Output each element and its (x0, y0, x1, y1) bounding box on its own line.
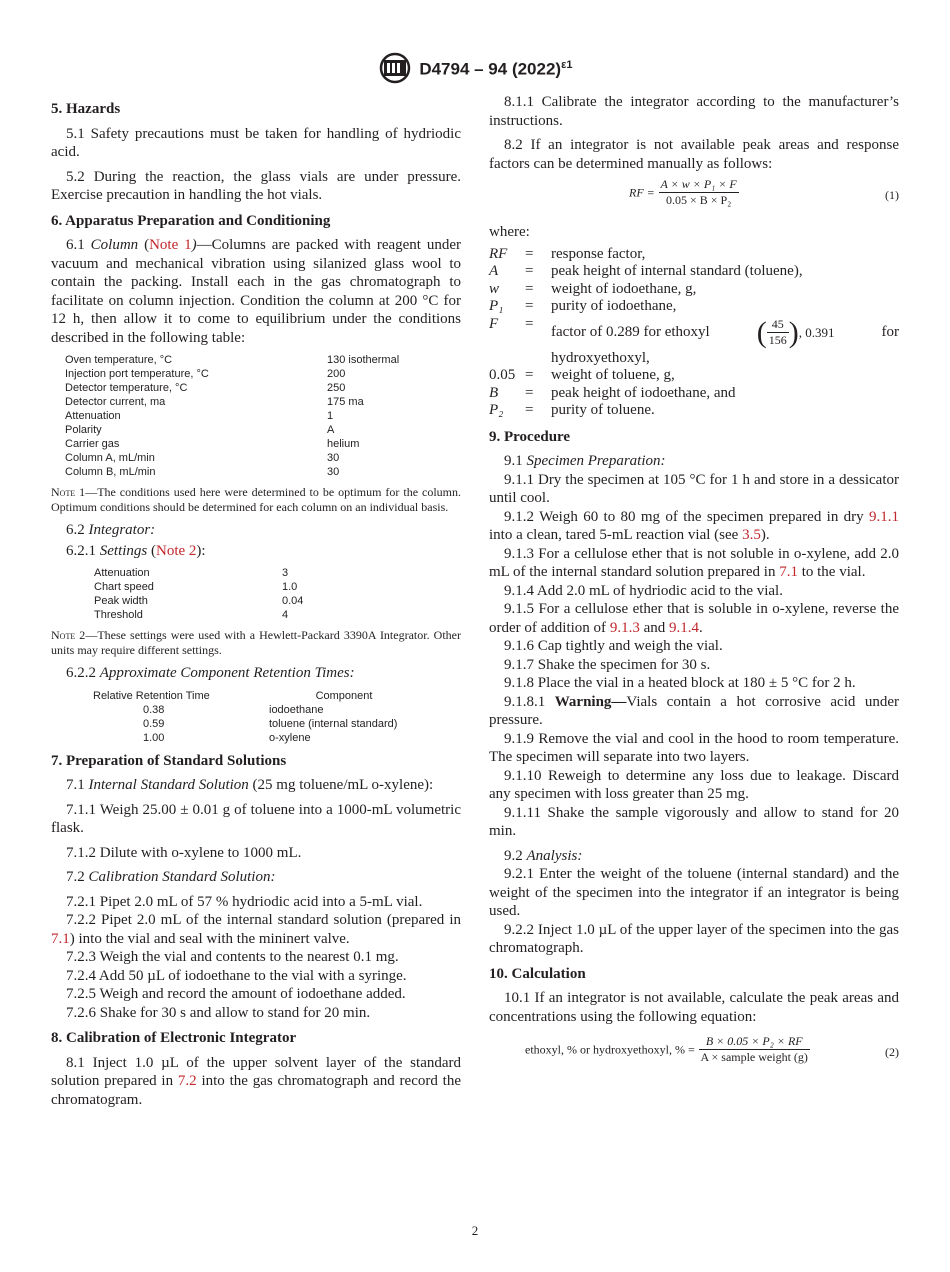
conditions-row: Oven temperature, °C 130 isothermal (65, 354, 400, 366)
ref-3-5-link[interactable]: 3.5 (742, 527, 761, 543)
para-5-2: 5.2 During the reaction, the glass vials are under pressure. Exercise precaution in handling the hot vials. (51, 168, 461, 203)
settings-row: Peak width 0.04 (94, 595, 304, 607)
para-7-2-1: 7.2.1 Pipet 2.0 mL of 57 % hydriodic acid into a 5-mL vial. (66, 893, 423, 910)
para-7-2-3: 7.2.3 Weigh the vial and contents to the nearest 0.1 mg. (66, 949, 399, 965)
conditions-row: Detector temperature, °C 250 (65, 382, 346, 394)
para-7-2: 7.2 Calibration Standard Solution: (66, 869, 276, 885)
para-6-2-2: 6.2.2 Approximate Component Retention Times: (66, 665, 355, 681)
para-10-1: 10.1 If an integrator is not available, calculate the peak areas and concentrations using the following equation: (489, 990, 899, 1025)
ref-9-1-3-link[interactable]: 9.1.3 (609, 619, 640, 636)
ref-7-2-link[interactable]: 7.2 (177, 1073, 197, 1089)
left-column (51, 93, 461, 1115)
para-9-1-7: 9.1.7 Shake the specimen for 30 s. (504, 656, 711, 673)
definition-f: F = factor of 0.289 for ethoxyl ( $\frac{45}{156}$ ) , 0.391 for hydroxyethoxyl, (489, 315, 899, 366)
definition-row: B = peak height of iodoethane, and (489, 384, 736, 401)
conditions-row: Polarity A (65, 424, 335, 436)
retention-row: 1.00 o-xylene (143, 731, 311, 744)
eq2-fraction (699, 1034, 810, 1065)
para-8-1: 8.1 Inject 1.0 µL of the upper solvent layer of the standard solution prepared in 7.2 into the gas chromatograph and record the chromatogram. (51, 1054, 461, 1108)
para-9-1-10: 9.1.10 Reweigh to determine any loss due to leakage. Discard any specimen with loss greater than 25 mg. (489, 767, 899, 802)
para-9-1-6: 9.1.6 Cap tightly and weigh the vial. (504, 638, 723, 654)
conditions-table (65, 353, 447, 479)
settings-row: Threshold 4 (94, 609, 289, 621)
right-column (489, 93, 899, 1080)
conditions-row: Detector current, ma 175 ma (65, 396, 364, 408)
para-9-1-5: 9.1.5 For a cellulose ether that is soluble in o-xylene, reverse the order of addition of 9.1.3 and 9.1.4. (489, 601, 899, 636)
para-9-1-1: 9.1.1 Dry the specimen at 105 °C for 1 h and store in a dessicator until cool. (489, 471, 899, 506)
ref-7-1-link[interactable]: 7.1 (51, 930, 70, 947)
page-number: 2 (471, 1223, 479, 1238)
definitions-table-2 (489, 367, 736, 420)
section-5-title: 5. Hazards (51, 101, 121, 117)
conditions-row: Attenuation 1 (65, 410, 334, 422)
para-9-1-11: 9.1.11 Shake the sample vigorously and allow to stand for 20 min. (489, 804, 899, 839)
note-2-link[interactable]: Note 2 (156, 542, 197, 559)
document-designation: D4794 – 94 $(2022)^{\varepsilon 1}$ (419, 59, 573, 80)
conditions-row: Column B, mL/min 30 (65, 466, 340, 478)
ref-7-1-link-2[interactable]: 7.1 (779, 564, 798, 580)
retention-table (93, 689, 419, 745)
eq1-lhs: RF = (629, 185, 655, 200)
para-6-2: 6.2 Integrator: (66, 522, 156, 538)
para-7-1-2: 7.1.2 Dilute with o-xylene to 1000 mL. (66, 844, 302, 861)
where-label: where: (489, 224, 530, 240)
para-9-1-3: 9.1.3 For a cellulose ether that is not soluble in o-xylene, add 2.0 mL of the internal standard solution prepared in 7.1 to the vial. (489, 545, 899, 580)
definition-row: w = weight of iodoethane, g, (489, 280, 697, 297)
para-5-1: 5.1 Safety precautions must be taken for handling of hydriodic acid. (51, 125, 461, 160)
section-7-title: 7. Preparation of Standard Solutions (51, 752, 287, 769)
conditions-row: Carrier gas helium (65, 438, 360, 450)
note-2: Note 2—These settings were used with a Hewlett-Packard 3390A Integrator. Other units may require different settings. (51, 628, 461, 657)
ret-header-time: Relative Retention Time (93, 689, 210, 702)
section-8-title: 8. Calibration of Electronic Integrator (51, 1030, 297, 1046)
settings-table (94, 566, 342, 622)
conditions-row: Injection port temperature, °C 200 (65, 368, 346, 380)
section-10-title: 10. Calculation (489, 965, 586, 982)
eq2-number: (2) (885, 1045, 899, 1059)
definition-row: 0.05 = weight of toluene, g, (489, 367, 675, 383)
para-8-1-1: 8.1.1 Calibrate the integrator according to the manufacturer’s instructions. (489, 94, 899, 129)
conditions-row: Column A, mL/min 30 (65, 452, 340, 464)
eq2-denominator: A × sample weight (g) (700, 1050, 808, 1064)
para-6-1: 6.1 Column (Note 1)—Columns are packed with reagent under vacuum and mechanical vibration using silanized glass wool to contain the packing. Install each in the gas chromatograph to facilitate on column injection. Condition the column at 200 °C for 12 h, then allow it to come to equilibrium under the conditions described in the following table: (51, 237, 462, 346)
para-9-1-4: 9.1.4 Add 2.0 mL of hydriodic acid to the vial. (504, 582, 783, 599)
eq2-lhs: ethoxyl, % or hydroxyethoxyl, % = (525, 1042, 695, 1057)
ref-9-1-1-link[interactable]: 9.1.1 (869, 508, 899, 525)
retention-row: 0.38 iodoethane (143, 703, 324, 716)
note-1-link[interactable]: Note 1 (149, 237, 192, 253)
note-1: Note 1—The conditions used here were determined to be optimum for the column. Optimum conditions should be determined for each column on an individual basis. (51, 485, 462, 514)
para-9-1-8: 9.1.8 Place the vial in a heated block at 180 ± 5 °C for 2 h. (504, 675, 856, 691)
para-9-2-2: 9.2.2 Inject 1.0 µL of the upper layer of the specimen into the gas chromatograph. (489, 921, 899, 956)
section-6-title: 6. Apparatus Preparation and Conditioning (51, 212, 331, 229)
definition-row: P₁ = purity of iodoethane, (489, 298, 677, 314)
para-9-1: 9.1 Specimen Preparation: (504, 453, 666, 469)
para-7-2-6: 7.2.6 Shake for 30 s and allow to stand for 20 min. (66, 1004, 371, 1021)
ret-header-component: Component (315, 689, 373, 702)
eq1-fraction (659, 177, 739, 208)
para-9-2-1: 9.2.1 Enter the weight of the toluene (internal standard) and the weight of the specimen into the integrator if an integrator is being used. (489, 866, 899, 919)
eq1-number: (1) (885, 188, 899, 202)
para-9-1-2: 9.1.2 Weigh 60 to 80 mg of the specimen prepared in dry 9.1.1 into a clean, tared 5-mL reaction vial (see 3.5). (489, 508, 899, 543)
para-7-1-1: 7.1.1 Weigh 25.00 ± 0.01 g of toluene into a 1000-mL volumetric flask. (51, 801, 461, 836)
page-header (0, 52, 950, 86)
definition-row: P₂ = purity of toluene. (489, 402, 655, 418)
retention-row: 0.59 toluene (internal standard) (143, 717, 398, 730)
section-9-title: 9. Procedure (489, 428, 571, 445)
eq1-numerator: A × w × P₁ × F (660, 177, 737, 191)
para-9-1-9: 9.1.9 Remove the vial and cool in the hood to room temperature. The specimen will separate into two layers. (489, 730, 899, 765)
para-8-2: 8.2 If an integrator is not available peak areas and response factors can be determined manually as follows: (489, 137, 899, 172)
para-9-1-8-1: 9.1.8.1 Warning—Vials contain a hot corrosive acid under pressure. (489, 693, 899, 728)
definitions-table (489, 246, 803, 316)
equation-1 (489, 175, 899, 215)
para-7-1: 7.1 Internal Standard Solution (25 mg toluene/mL o-xylene): (66, 777, 434, 793)
para-7-2-2: 7.2.2 Pipet 2.0 mL of the internal standard solution (prepared in 7.1) into the vial and seal with the mininert valve. (51, 912, 461, 947)
eq2-numerator: B × 0.05 × P₂ × RF (699, 1034, 810, 1050)
equation-2 (489, 1032, 899, 1072)
astm-logo-icon (378, 52, 412, 84)
settings-row: Attenuation 3 (94, 567, 289, 579)
ref-9-1-4-link[interactable]: 9.1.4 (668, 619, 699, 636)
definition-row: A = peak height of internal standard (toluene), (489, 263, 803, 279)
settings-row: Chart speed 1.0 (94, 581, 298, 593)
para-9-2: 9.2 Analysis: (504, 847, 583, 864)
para-7-2-5: 7.2.5 Weigh and record the amount of iodoethane added. (66, 986, 406, 1002)
para-6-2-1: 6.2.1 Settings (Note 2): (66, 542, 206, 559)
para-7-2-4: 7.2.4 Add 50 µL of iodoethane to the vial with a syringe. (66, 967, 407, 984)
eq1-denominator: 0.05 × B × P₂ (665, 193, 732, 207)
definition-row: RF = response factor, (489, 245, 646, 262)
